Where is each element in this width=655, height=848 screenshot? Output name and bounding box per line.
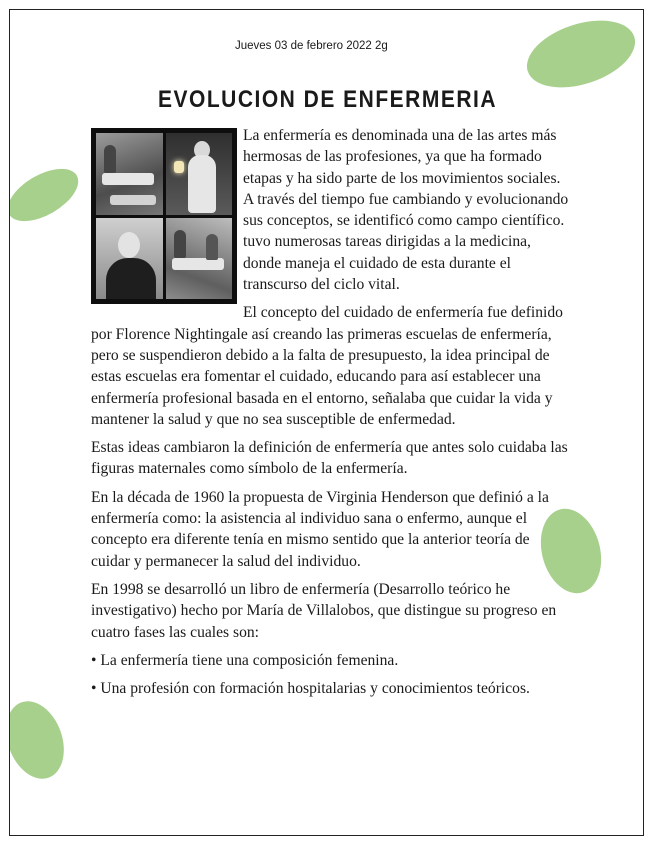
paragraph-nightingale: El concepto del cuidado de enfermería fue definido por Florence Nightingale así creando las primeras escuelas de enfermería, pero se suspendieron debido a la falta de presupuesto, la idea principal de estas escuelas era fomentar el cuidado, educando para así establecer una enfermería profesional basada en el entorno, señalaba que cuidar la vida y mantener la salud y que no sea susceptible de enfermedad. xyxy=(91,304,563,428)
collage-hospital-photo xyxy=(166,218,233,300)
paragraph-intro-text: La enfermería es denominada una de las artes más hermosas de las profesiones, ya que ha formado etapas y ha sido parte de los movimientos sociales. A través del tiempo fue cambiando y evolucionando sus conceptos, se identificó como campo científico. tuvo numerosas tareas dirigidas a la medicina, donde maneja el cuidado de esta durante el transcurso del ciclo vital. xyxy=(243,127,569,294)
paragraph-maternal-figures: Estas ideas cambiaron la definición de enfermería que antes solo cuidaba las figuras maternales como símbolo de la enfermería. xyxy=(91,439,568,478)
document-page xyxy=(9,9,644,836)
document-title: EVOLUCION DE ENFERMERIA xyxy=(157,86,498,113)
bullet-item-2: • Una profesión con formación hospitalarias y conocimientos teóricos. xyxy=(91,680,530,698)
paragraph-villalobos: En 1998 se desarrolló un libro de enfermería (Desarrollo teórico he investigativo) hecho por María de Villalobos, que distingue su progreso en cuatro fases las cuales son: xyxy=(91,580,557,641)
paragraph-henderson: En la década de 1960 la propuesta de Virginia Henderson que definió a la enfermería como: la asistencia al individuo sana o enfermo, aunque el concepto era diferente tenía en mismo sentido que la anterior teoría de cuidar y permanecer la salud del individuo. xyxy=(91,488,549,570)
document-date: Jueves 03 de febrero 2022 2g xyxy=(235,40,388,52)
decorative-blob-bottom-left xyxy=(9,693,74,787)
paragraph-intro xyxy=(91,125,571,295)
document-body xyxy=(91,125,571,706)
nursing-history-collage-image xyxy=(91,128,237,304)
collage-ward-photo xyxy=(96,133,163,215)
collage-nurse-lamp-photo xyxy=(166,133,233,215)
bullet-item-1: • La enfermería tiene una composición femenina. xyxy=(91,651,399,669)
decorative-blob-left xyxy=(9,158,87,232)
collage-portrait-photo xyxy=(96,218,163,300)
